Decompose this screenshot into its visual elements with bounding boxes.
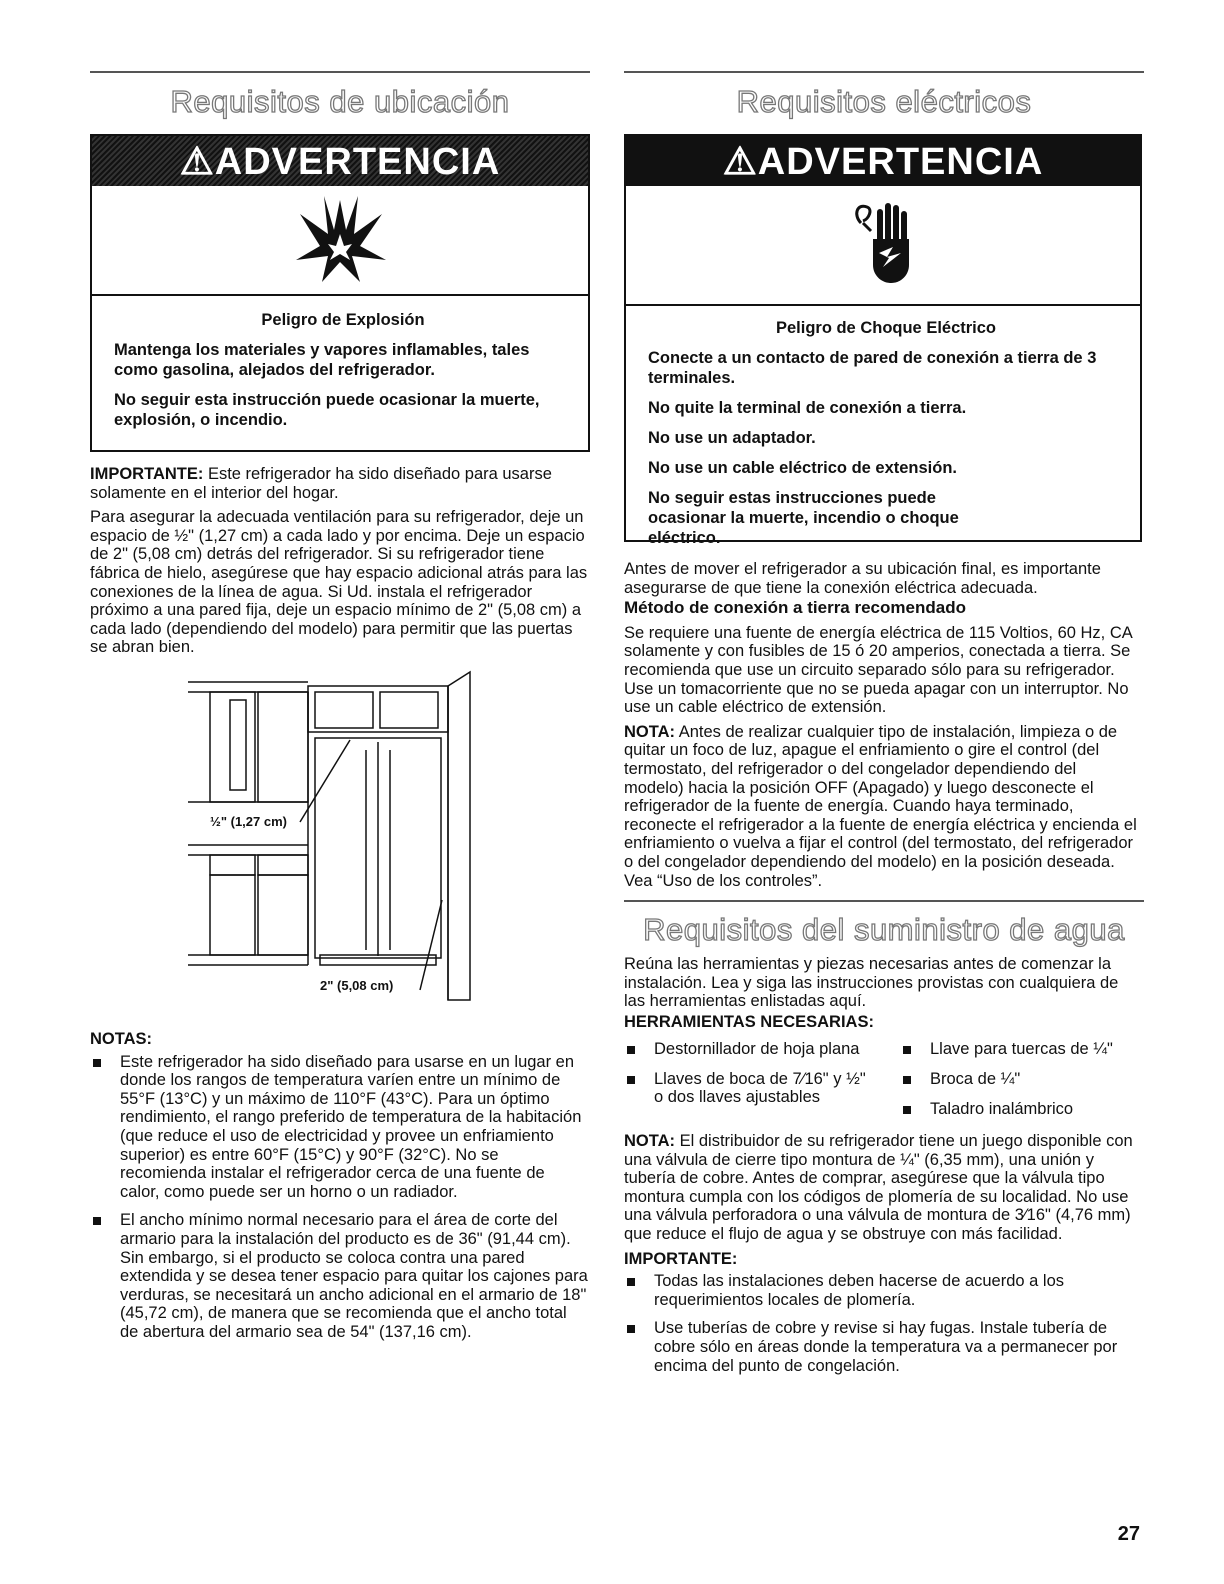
explosion-icon	[290, 190, 390, 290]
importante-label: IMPORTANTE:	[90, 465, 204, 483]
importante-text: Este refrigerador ha sido diseñado para usarse solamente en el interior del hogar.	[90, 465, 552, 502]
warning-header	[626, 136, 1140, 186]
tool-item: Llave para tuercas de ¼"	[900, 1040, 1113, 1059]
warning-header-text: ADVERTENCIA	[214, 141, 501, 183]
ventilation-paragraph: Para asegurar la adecuada ventilación para su refrigerador, deje un espacio de ½" (1,27 cm) a cada lado y por encima. Deje un espacio de 2" (5,08 cm) detrás del refrigerador. Si su refrigerador tiene fábrica de hielo, asegúrese que hay espacio adicional atrás para las conexiones de la línea de agua. Si Ud. instala el refrigerador próximo a una pared fija, deje un espacio mínimo de 2" (5,08 cm) a cada lado (dependiendo del modelo) para permitir que las puertas se abran bien.	[90, 508, 588, 657]
hazard-title: Peligro de Explosión	[261, 311, 425, 329]
electric-warning-box	[624, 134, 1142, 547]
tool-item-continuation: o dos llaves ajustables	[654, 1088, 821, 1106]
explosion-warning-box	[90, 134, 590, 452]
tool-item: Llaves de boca de 7⁄16" y ½"	[624, 1070, 866, 1089]
nota-text: Antes de realizar cualquier tipo de instalación, limpieza o de quitar un foco de luz, apague el enfriamiento o gire el control (del termostato, del refrigerador o del congelador dependiendo del modelo) hacia la posición OFF (Apagado) y luego desconecte el refrigerador de la fuente de energía. Cuando haya terminado, reconecte el refrigerador a la fuente de energía eléctrica y encienda el enfriamiento o vuelva a fijar el control (del termostato, del refrigerador o del congelador dependiendo del modelo) en la posición deseada. Vea “Uso de los controles”.	[624, 722, 1137, 890]
right-top-rule	[624, 71, 1144, 73]
warning-line-2: No seguir esta instrucción puede ocasionar la muerte, explosión, o incendio.	[114, 391, 540, 429]
tool-item: Taladro inalámbrico	[900, 1100, 1073, 1119]
warning-line: No use un adaptador.	[648, 429, 816, 447]
warning-triangle-icon: ⚠	[179, 141, 215, 183]
water-section-rule	[624, 900, 1144, 902]
importante-label: IMPORTANTE:	[624, 1249, 738, 1268]
nota-paragraph	[624, 723, 1140, 890]
importante-paragraph	[90, 465, 588, 502]
tool-item: Broca de ¼"	[900, 1070, 1020, 1089]
warning-triangle-icon: ⚠	[722, 141, 758, 183]
nota-text: El distribuidor de su refrigerador tiene un juego disponible con una válvula de cierre tipo montura de ¼" (6,35 mm), una unión y tubería de cobre. Antes de comprar, asegúrese que la válvula tipo montura cumpla con los códigos de plomería de su localidad. No use una válvula perforadora o una válvula de montura de 3⁄16" (4,76 mm) que reduce el flujo de agua y se obstruye con más facilidad.	[624, 1132, 1133, 1243]
water-intro-block	[624, 955, 1140, 1037]
section-title-electrical: Requisitos eléctricos	[736, 84, 1032, 119]
notas-label: NOTAS:	[90, 1030, 153, 1048]
warning-line: No quite la terminal de conexión a tierra.	[648, 399, 967, 417]
importante-item: Todas las instalaciones deben hacerse de acuerdo a los requerimientos locales de plomería.	[624, 1272, 1140, 1309]
shock-icon-area	[626, 186, 1140, 306]
electric-shock-hand-icon	[843, 195, 923, 295]
clearance-diagram	[180, 660, 500, 1030]
water-intro-paragraph: Reúna las herramientas y piezas necesarias antes de comenzar la instalación. Lea y siga las instrucciones provistas con cualquiera de las herramientas enlistadas aquí.	[624, 955, 1119, 1011]
notas-block	[90, 1030, 588, 1352]
notas-list	[90, 1053, 588, 1342]
hazard-title: Peligro de Choque Eléctrico	[775, 319, 997, 337]
grounding-paragraph: Se requiere una fuente de energía eléctrica de 115 Voltios, 60 Hz, CA solamente y con fusibles de 15 ó 20 amperios, conectada a tierra. Se recomienda que use un circuito separado sólo para su refrigerador. Use un tomacorriente que no se pueda apagar con un interruptor. No use un cable eléctrico de extensión.	[624, 623, 1132, 717]
warning-line: No use un cable eléctrico de extensión.	[648, 459, 958, 477]
location-text-block	[90, 465, 588, 663]
page-number: 27	[1117, 1523, 1140, 1545]
importante-list	[624, 1272, 1140, 1375]
electrical-text-block	[624, 560, 1140, 896]
side-clearance-label: ½" (1,27 cm)	[210, 814, 287, 829]
back-clearance-label: 2" (5,08 cm)	[320, 978, 394, 993]
warning-line-1: Mantenga los materiales y vapores inflamables, tales como gasolina, alejados del refrigerador.	[114, 341, 530, 379]
grounding-heading: Método de conexión a tierra recomendado	[624, 598, 966, 618]
section-title-water: Requisitos del suministro de agua	[643, 912, 1125, 947]
left-top-rule	[90, 71, 590, 73]
importante-item: Use tuberías de cobre y revise si hay fugas. Instale tubería de cobre sólo en áreas donde la temperatura va a permanecer por encima del punto de congelación.	[624, 1319, 1140, 1375]
tools-list	[624, 1040, 1140, 1120]
explosion-icon-area	[92, 186, 588, 296]
nota-label: NOTA:	[624, 722, 676, 741]
warning-line: No seguir estas instrucciones puede ocasionar la muerte, incendio o choque eléctrico.	[648, 489, 959, 547]
nota-label: NOTA:	[624, 1132, 676, 1150]
nota-paragraph	[624, 1132, 1140, 1244]
tool-item: Destornillador de hoja plana	[624, 1040, 859, 1059]
warning-header-text: ADVERTENCIA	[757, 141, 1044, 183]
section-title-location: Requisitos de ubicación	[170, 84, 510, 119]
warning-line: Conecte a un contacto de pared de conexión a tierra de 3 terminales.	[648, 349, 1097, 387]
nota-item: Este refrigerador ha sido diseñado para usarse en un lugar en donde los rangos de temperatura varíen entre un mínimo de 55°F (13°C) y un máximo de 110°F (43°C). Para un óptimo rendimiento, el rango preferido de temperatura de la habitación (que reduce el uso de electricidad y provee un enfriamiento superior) es entre 60°F (15°C) y 90°F (32°C). No se recomienda instalar el refrigerador cerca de una fuente de calor, como puede ser un horno o un radiador.	[90, 1053, 588, 1202]
tools-heading: HERRAMIENTAS NECESARIAS:	[624, 1012, 874, 1031]
warning-header	[92, 136, 588, 186]
nota-item: El ancho mínimo normal necesario para el área de corte del armario para la instalación del producto es de 36" (91,44 cm). Sin embargo, si el producto se coloca contra una pared extendida y se desea tener espacio para quitar los cajones para verduras, se necesitará un ancho adicional en el armario de 18" (45,72 cm), de manera que se recomienda que el ancho total de abertura del armario sea de 54" (137,16 cm).	[90, 1211, 588, 1341]
water-notes-block	[624, 1132, 1140, 1385]
before-moving-paragraph: Antes de mover el refrigerador a su ubicación final, es importante asegurarse de que tiene la conexión eléctrica adecuada.	[624, 560, 1101, 597]
